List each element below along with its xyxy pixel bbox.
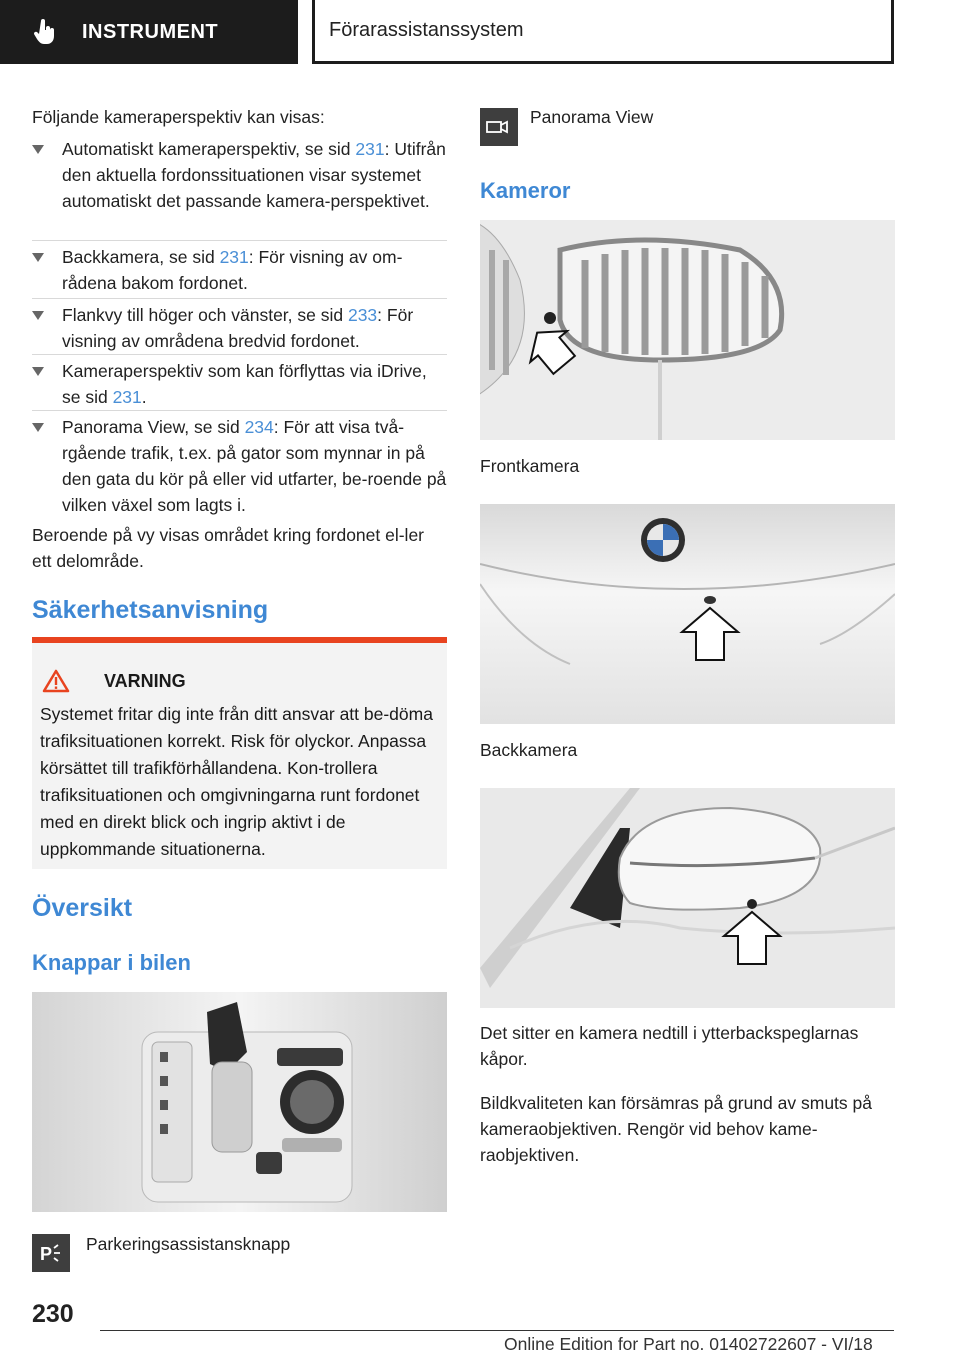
page-number: 230 (32, 1300, 74, 1328)
page-link[interactable]: 231 (219, 247, 249, 267)
section-label: INSTRUMENT (82, 20, 219, 43)
bullet-triangle-icon (32, 253, 44, 262)
list-item: Automatiskt kameraperspektiv, se sid 231: Utifrån den aktuella fordonssituationen visar systemet automatiskt det passande kamera-perspektivet. (32, 136, 447, 214)
section-heading: Säkerhetsanvisning (32, 596, 269, 624)
page-link[interactable]: 233 (347, 305, 378, 325)
warning-title: VARNING (104, 671, 186, 691)
warning-triangle-icon (42, 669, 70, 693)
subsection-heading: Knappar i bilen (32, 950, 191, 975)
list-item: Kameraperspektiv som kan förflyttas via iDrive, se sid 231. (32, 358, 447, 410)
bullet-triangle-icon (32, 311, 44, 320)
divider (32, 354, 447, 355)
list-item: Backkamera, se sid 231: För visning av om-rådena bakom fordonet. (32, 244, 447, 296)
page-link[interactable]: 231 (112, 387, 142, 407)
body-paragraph: Det sitter en kamera nedtill i ytterbackspeglarnas kåpor. (480, 1023, 859, 1069)
rear-camera-photo (480, 504, 895, 724)
divider (32, 240, 447, 241)
divider (32, 298, 447, 299)
page-link[interactable]: 231 (355, 139, 385, 159)
console-photo (32, 992, 447, 1212)
footer-divider (100, 1330, 894, 1331)
body-paragraph: Beroende på vy visas området kring fordonet el-ler ett delområde. (32, 525, 425, 571)
intro-text: Följande kameraperspektiv kan visas: (32, 107, 325, 127)
warning-box (32, 637, 447, 869)
list-item: Flankvy till höger och vänster, se sid 233: För visning av områdena bredvid fordonet. (32, 302, 447, 354)
image-caption: Panorama View (530, 107, 654, 127)
hand-pointer-icon (32, 18, 60, 46)
list-item: Panorama View, se sid 234: För att visa två-rgående trafik, t.ex. på gator som mynnar in på den gata du kör på eller vid utfarter, be-roende på vilken växel som lagts i. (32, 414, 447, 518)
bullet-triangle-icon (32, 145, 44, 154)
image-caption: Parkeringsassistansknapp (86, 1234, 291, 1254)
warning-text: Systemet fritar dig inte från ditt ansvar att be-döma trafiksituationen korrekt. Risk för olyckor. Anpassa körsättet till trafikförhållandena. Kon-trollera trafiksituationen och omgivningarna runt fordonet med en direkt blick och ingrip aktivt i de uppkommande situationerna. (40, 704, 433, 859)
chapter-title: Förarassistanssystem (312, 0, 894, 64)
section-tab[interactable] (0, 0, 298, 64)
subsection-heading: Kameror (480, 178, 571, 203)
mirror-camera-photo (480, 788, 895, 1008)
image-caption: Frontkamera (480, 456, 580, 476)
parking-assist-icon (32, 1234, 70, 1272)
bullet-triangle-icon (32, 423, 44, 432)
bullet-triangle-icon (32, 367, 44, 376)
panorama-view-icon (480, 108, 518, 146)
front-camera-photo (480, 220, 895, 440)
page-link[interactable]: 234 (244, 417, 274, 437)
divider (32, 410, 447, 411)
section-heading: Översikt (32, 894, 133, 922)
svg-text:P: P (40, 1244, 53, 1264)
footer-edition: Online Edition for Part no. 01402722607 - VI/18 (504, 1334, 873, 1354)
body-paragraph: Bildkvaliteten kan försämras på grund av smuts på kameraobjektiven. Rengör vid behov kame-raobjektiven. (480, 1093, 872, 1165)
image-caption: Backkamera (480, 740, 578, 760)
